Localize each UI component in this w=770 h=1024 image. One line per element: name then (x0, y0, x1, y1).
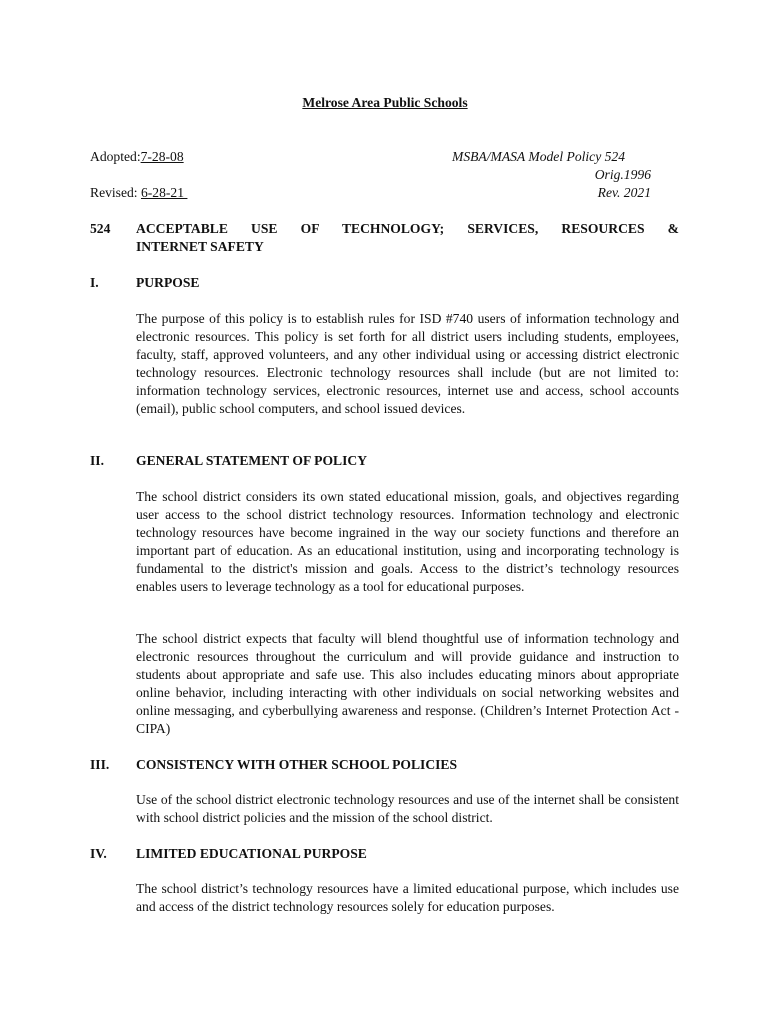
revised-date: 6-28-21 (140, 185, 185, 200)
policy-title-line2: INTERNET SAFETY (136, 239, 264, 254)
section-numeral: IV. (90, 846, 107, 861)
section-numeral: I. (90, 275, 99, 290)
section-heading: CONSISTENCY WITH OTHER SCHOOL POLICIES (136, 757, 458, 772)
policy-number: 524 (90, 221, 111, 236)
section-heading: PURPOSE (136, 275, 200, 290)
section-paragraph: The school district expects that faculty will blend thoughtful use of information technology and electronic resources throughout the curriculum and will provide guidance and instruction to students about appropriate and safe use. This also includes educating minors about appropriate online behavior, including interacting with other individuals on social networking websites and online messaging, and cyberbullying awareness and response. (Children’s Internet Protection Act - CIPA) (136, 631, 679, 736)
section-paragraph: The school district considers its own stated educational mission, goals, and objectives regarding user access to the school district technology resources. Information technology and electronic technology resources have become ingrained in the way our society functions and therefore an important part of education. As an educational institution, using and incorporating technology is fundamental to the district's mission and goals. Access to the district’s technology resources enables users to leverage technology as a tool for educational purposes. (136, 489, 679, 594)
section-heading: LIMITED EDUCATIONAL PURPOSE (136, 846, 367, 861)
organization-title: Melrose Area Public Schools (302, 95, 468, 110)
adopted-label: Adopted: (90, 149, 141, 164)
adopted-line (90, 148, 184, 166)
policy-title-line1: ACCEPTABLE USE OF TECHNOLOGY; SERVICES, RESOURCES & (136, 221, 679, 236)
original-year: Orig.1996 (594, 167, 651, 182)
revised-label: Revised: (90, 185, 138, 200)
section-heading: GENERAL STATEMENT OF POLICY (136, 453, 368, 468)
section-paragraph: The purpose of this policy is to establish rules for ISD #740 users of information technology and electronic resources. This policy is set forth for all district users including students, employees, faculty, staff, approved volunteers, and any other individual using or accessing district electronic technology resources. Electronic technology resources shall include (but are not limited to: information technology services, electronic resources, internet use and access, school accounts (email), public school computers, and school issued devices. (136, 311, 679, 416)
model-policy-label: MSBA/MASA Model Policy 524 (452, 149, 626, 164)
section-paragraph: Use of the school district electronic technology resources and use of the internet shall be consistent with school district policies and the mission of the school district. (136, 792, 679, 825)
adopted-date: 7-28-08 (140, 149, 184, 164)
section-numeral: III. (90, 757, 110, 772)
section-numeral: II. (90, 453, 104, 468)
section-paragraph: The school district’s technology resources have a limited educational purpose, which includes use and access of the district technology resources solely for education purposes. (136, 881, 679, 914)
revised-line (90, 184, 187, 202)
revision-year: Rev. 2021 (597, 185, 651, 200)
